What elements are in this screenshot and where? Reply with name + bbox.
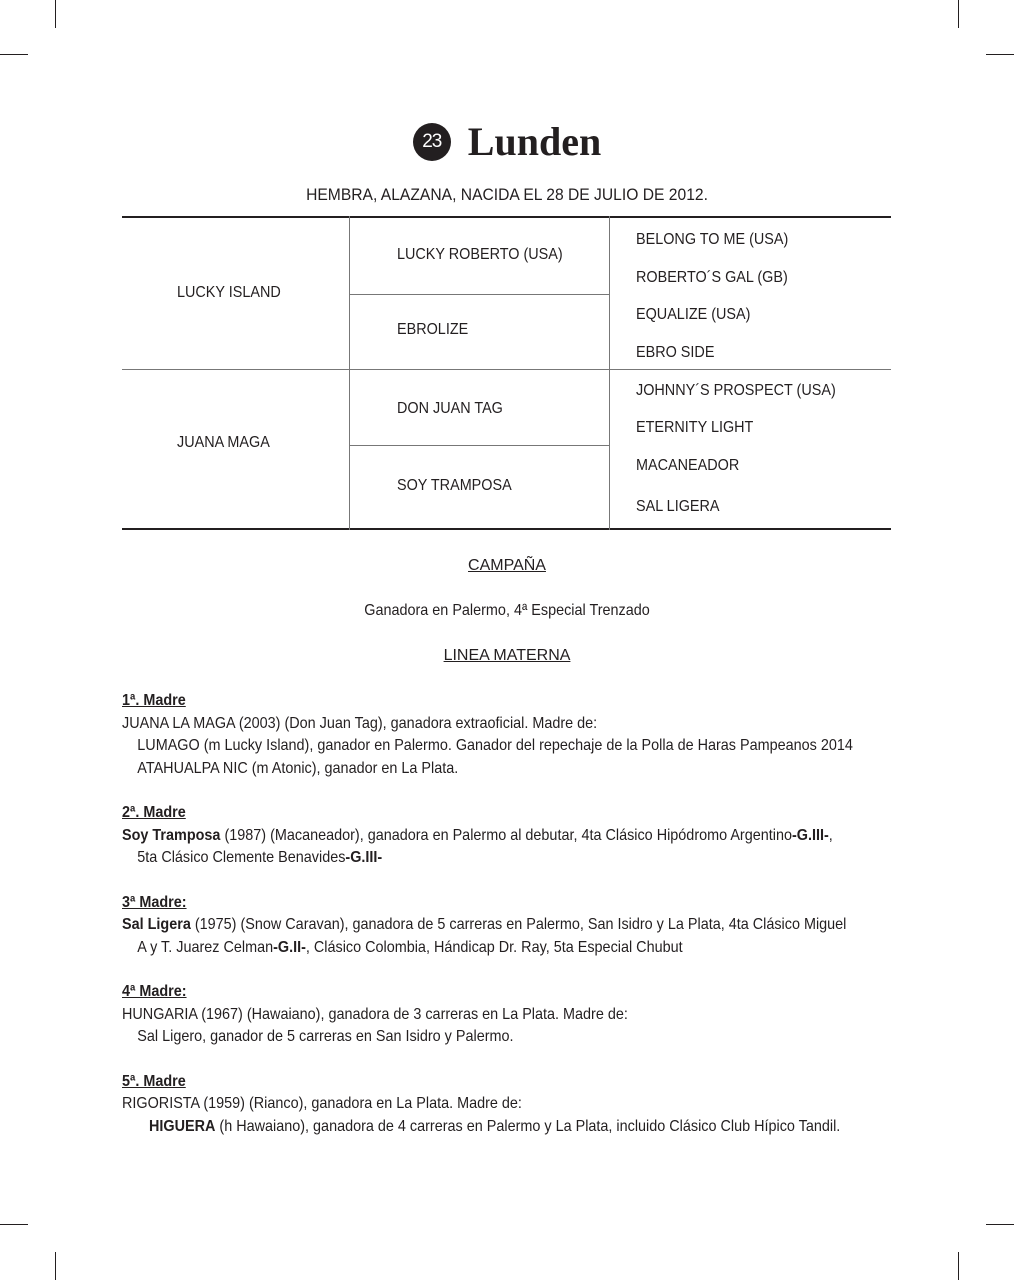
first-dam-section [122,690,853,780]
pedigree-gen3-8: SAL LIGERA [636,498,720,515]
second-dam-name: Soy Tramposa [122,826,221,844]
pedigree-gen3-4: EBRO SIDE [636,344,715,361]
pedigree-sire-dam: EBROLIZE [397,321,469,338]
third-dam-text: (1975) (Snow Caravan), ganadora de 5 carreras en Palermo, San Isidro y La Plata, 4ta Clásico Miguel [190,916,847,933]
second-dam-line-1 [122,825,842,848]
pedigree-table [122,216,891,530]
second-dam-comma: , [828,826,833,844]
third-dam-heading: 3ª Madre: [122,893,187,911]
fifth-dam-offspring-text: (h Hawaiano), ganadora de 4 carreras en Palermo y La Plata, incluido Clásico Club Hípico Tandil. [215,1117,841,1135]
col-divider-1 [349,216,350,530]
first-dam-offspring-2: ATAHUALPA NIC (m Atonic), ganador en La Plata. [137,759,459,777]
second-dam-line-2 [122,847,842,870]
title-row [0,118,1014,166]
row-divider-sire [349,294,609,295]
maternal-line-heading: LINEA MATERNA [443,647,571,664]
third-dam-line-1 [122,914,847,937]
second-dam-section [122,802,842,870]
rule-middle [122,369,891,370]
fourth-dam-line: HUNGARIA (1967) (Hawaiano), ganadora de 3 carreras en La Plata. Madre de: [122,1005,628,1023]
rule-top [122,216,891,218]
pedigree-gen3-2: ROBERTO´S GAL (GB) [636,269,788,286]
second-dam-heading: 2ª. Madre [122,804,186,821]
pedigree-gen3-5: JOHNNY´S PROSPECT (USA) [636,382,836,399]
campaign-heading: CAMPAÑA [468,557,546,574]
second-dam-text-2: 5ta Clásico Clemente Benavides [137,849,346,866]
pedigree-gen3-7: MACANEADOR [636,457,740,474]
first-dam-line: JUANA LA MAGA (2003) (Don Juan Tag), ganadora extraoficial. Madre de: [122,714,598,732]
second-dam-grade-1: -G.III- [791,826,829,844]
pedigree-sire: LUCKY ISLAND [177,284,281,301]
crop-mark-top-left-v [55,0,56,28]
pedigree-sire-sire: LUCKY ROBERTO (USA) [397,246,563,263]
pedigree-dam-sire: DON JUAN TAG [397,400,503,417]
crop-mark-bottom-left-h [0,1224,28,1225]
horse-description: HEMBRA, ALAZANA, NACIDA EL 28 DE JULIO DE 2012. [306,185,708,204]
third-dam-section [122,892,847,960]
second-dam-grade-2: -G.III- [345,849,383,866]
rule-bottom [122,528,891,530]
fifth-dam-offspring-name: HIGUERA [149,1117,216,1135]
second-dam-text: (1987) (Macaneador), ganadora en Palermo al debutar, 4ta Clásico Hipódromo Argentino [220,826,792,844]
first-dam-heading: 1ª. Madre [122,692,186,709]
pedigree-gen3-3: EQUALIZE (USA) [636,306,751,323]
horse-name: Lunden [467,119,602,164]
crop-mark-top-left-h [0,54,28,55]
fifth-dam-section [122,1071,842,1139]
crop-mark-bottom-right-h [986,1224,1014,1225]
pedigree-gen3-1: BELONG TO ME (USA) [636,231,789,248]
third-dam-name: Sal Ligera [122,916,191,933]
third-dam-text-2: A y T. Juarez Celman [137,938,274,956]
maternal-line-body [122,690,853,1160]
fifth-dam-offspring [122,1116,842,1139]
third-dam-line-2 [122,937,842,960]
fifth-dam-line: RIGORISTA (1959) (Rianco), ganadora en La Plata. Madre de: [122,1095,522,1112]
lot-number-badge: 23 [413,123,451,161]
crop-mark-bottom-left-v [55,1252,56,1280]
third-dam-text-3: , Clásico Colombia, Hándicap Dr. Ray, 5ta Especial Chubut [305,938,683,956]
crop-mark-top-right-v [958,0,959,28]
fifth-dam-heading: 5ª. Madre [122,1072,186,1090]
pedigree-dam: JUANA MAGA [177,434,270,451]
fourth-dam-section [122,981,842,1049]
crop-mark-bottom-right-v [958,1252,959,1280]
first-dam-offspring-1: LUMAGO (m Lucky Island), ganador en Palermo. Ganador del repechaje de la Polla de Haras Pampeanos 2014 [137,737,853,754]
crop-mark-top-right-h [986,54,1014,55]
col-divider-2 [609,216,610,530]
fourth-dam-heading: 4ª Madre: [122,983,187,1000]
pedigree-dam-dam: SOY TRAMPOSA [397,477,512,494]
campaign-text: Ganadora en Palermo, 4ª Especial Trenzado [364,602,650,619]
fourth-dam-offspring: Sal Ligero, ganador de 5 carreras en San Isidro y Palermo. [137,1028,514,1045]
pedigree-gen3-6: ETERNITY LIGHT [636,419,754,436]
row-divider-dam [349,445,609,446]
third-dam-grade: -G.II- [273,938,306,956]
